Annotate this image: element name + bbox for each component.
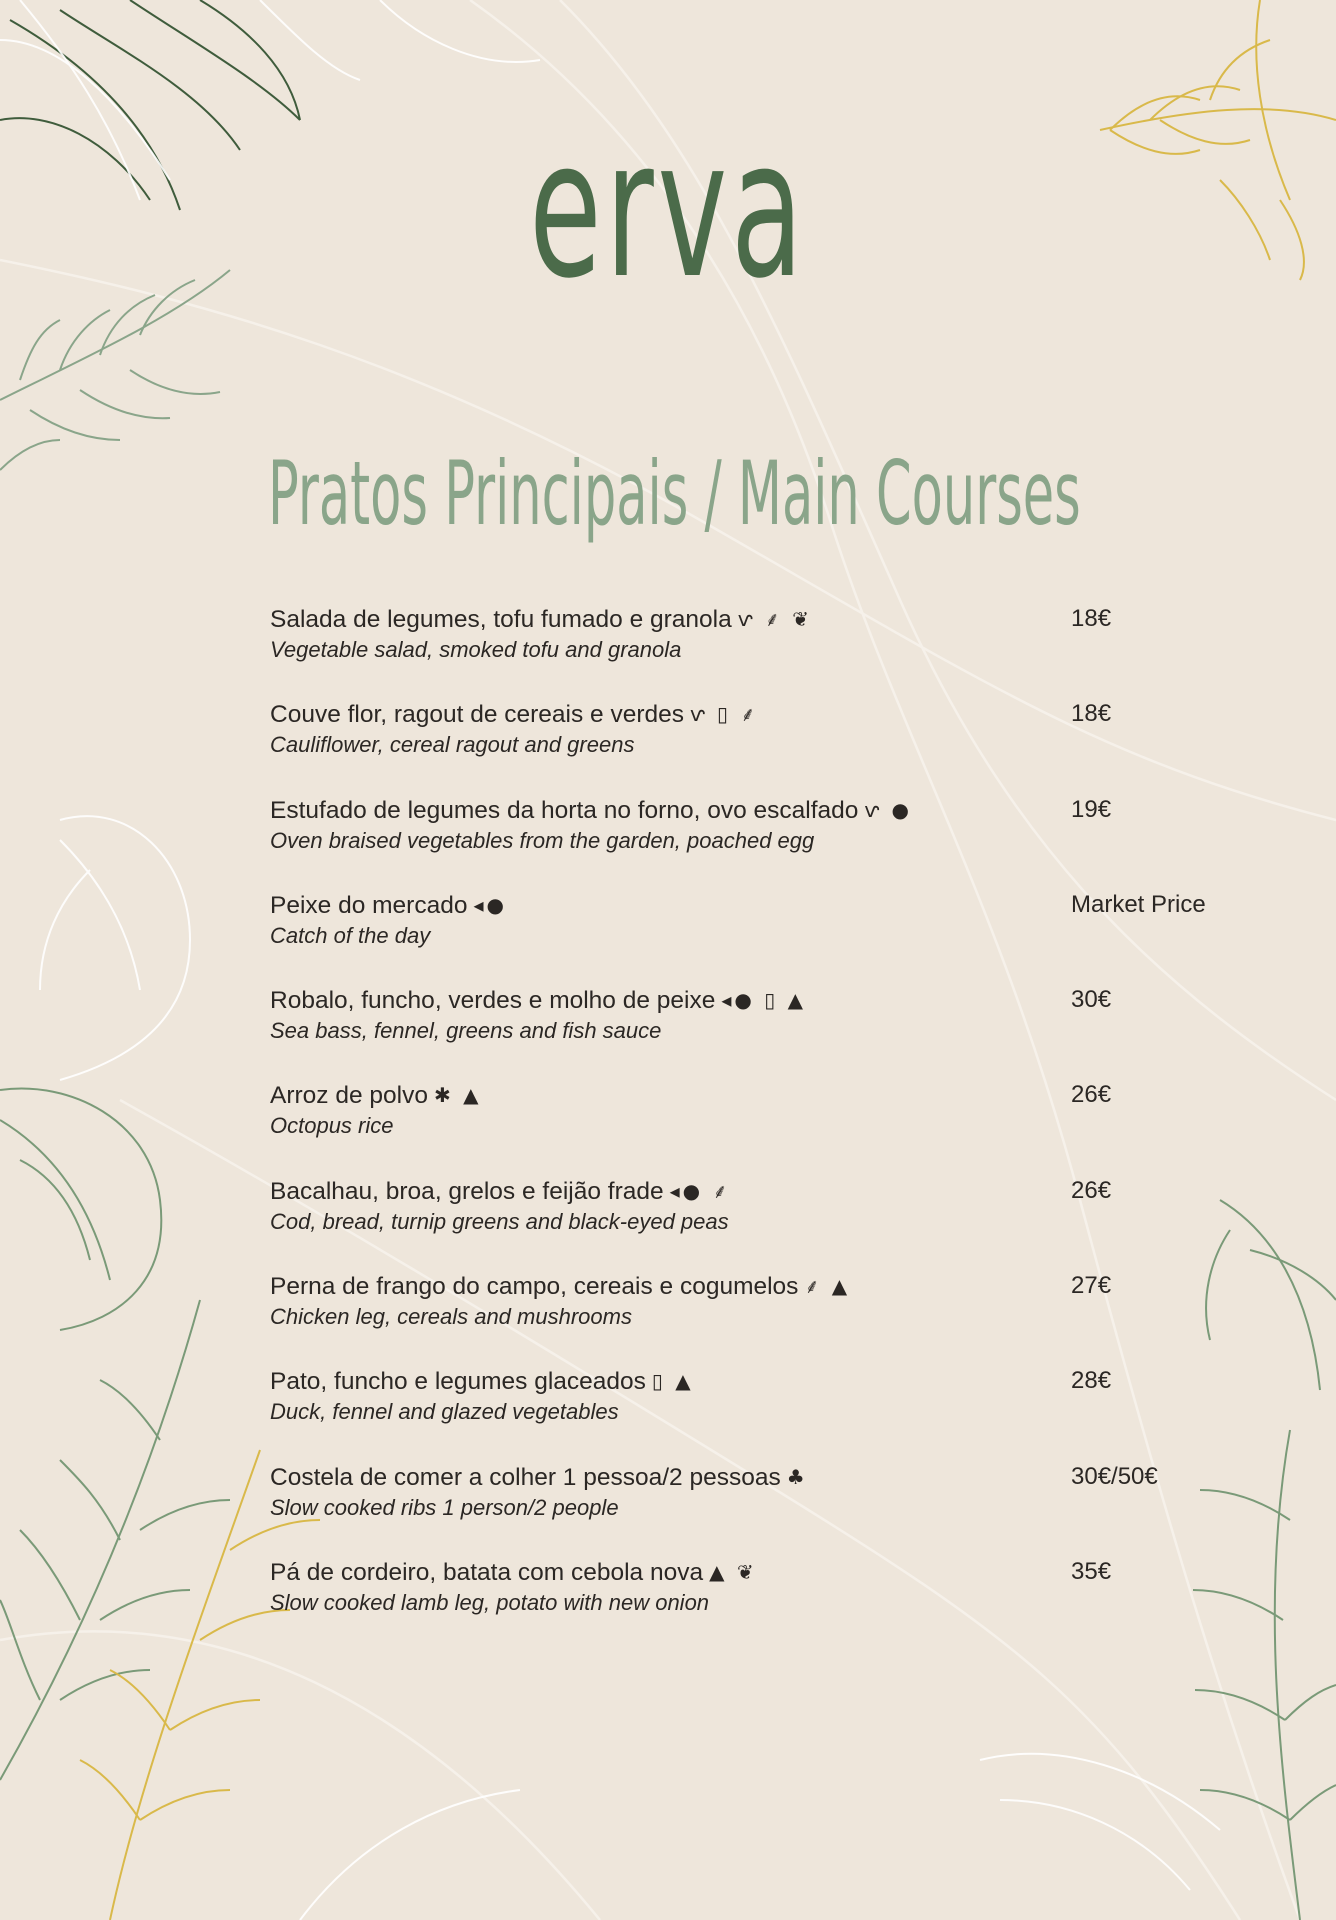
menu-item-name: Robalo, funcho, verdes e molho de peixe <box>270 987 716 1015</box>
fern-left-icon <box>0 270 230 470</box>
menu-item <box>270 984 1270 1079</box>
allergen-icons: ♣ <box>786 1464 808 1489</box>
menu-item-description: Chicken leg, cereals and mushrooms <box>270 1304 632 1330</box>
menu-item-price: 18€ <box>1071 700 1112 728</box>
menu-item-description: Oven braised vegetables from the garden, poached egg <box>270 827 815 853</box>
menu-item-name: Couve flor, ragout de cereais e verdes <box>270 701 685 729</box>
brand-logo: erva <box>529 99 807 320</box>
menu-item-price: 35€ <box>1071 1557 1112 1585</box>
menu-item-price: 30€/50€ <box>1071 1462 1158 1490</box>
menu-item-name: Pato, funcho e legumes glaceados <box>270 1368 646 1396</box>
menu-item <box>270 1461 1270 1556</box>
menu-item <box>270 1556 1270 1651</box>
allergen-icons: ▲ ❦ <box>709 1559 757 1584</box>
allergen-icons: ⸙ ▲ <box>804 1274 851 1299</box>
allergen-icons: ✱ ▲ <box>433 1083 482 1108</box>
allergen-icons: ⱱ ● <box>864 797 912 822</box>
allergen-icons: ◂● ▯ ▲ <box>721 988 806 1013</box>
section-title: Pratos Principais / Main Courses <box>268 442 1081 545</box>
menu-item-description: Cod, bread, turnip greens and black-eyed peas <box>270 1208 729 1234</box>
menu-item-name: Perna de frango do campo, cereais e cogumelos <box>270 1273 799 1301</box>
menu-item-description: Slow cooked ribs 1 person/2 people <box>270 1494 619 1520</box>
menu-item-price: 19€ <box>1071 795 1112 823</box>
menu-item <box>270 698 1270 793</box>
menu-item-description: Vegetable salad, smoked tofu and granola <box>270 637 682 662</box>
menu-list <box>270 603 1270 1651</box>
menu-item <box>270 603 1270 698</box>
menu-item-price: 30€ <box>1071 986 1112 1014</box>
monstera-left-green-icon <box>0 1088 161 1330</box>
menu-item-name: Peixe do mercado <box>270 891 468 919</box>
menu-item-description: Catch of the day <box>270 922 431 948</box>
menu-item-price: Market Price <box>1071 890 1206 918</box>
allergen-icons: ⱱ ▯ ⸙ <box>690 702 759 727</box>
menu-item-name: Costela de comer a colher 1 pessoa/2 pessoas <box>270 1463 781 1491</box>
leaf-top-right-icon <box>1100 0 1336 280</box>
menu-item <box>270 1270 1270 1365</box>
menu-item-name: Pá de cordeiro, batata com cebola nova <box>270 1558 704 1586</box>
menu-item-description: Duck, fennel and glazed vegetables <box>270 1399 619 1425</box>
menu-item-price: 26€ <box>1071 1081 1112 1109</box>
menu-item-name: Bacalhau, broa, grelos e feijão frade <box>270 1177 664 1205</box>
monstera-left-icon <box>40 816 190 1080</box>
menu-item-description: Octopus rice <box>270 1113 394 1139</box>
allergen-icons: ⱱ ⸙ ❦ <box>737 607 812 631</box>
menu-item <box>270 889 1270 984</box>
allergen-icons: ▯ ▲ <box>651 1369 694 1394</box>
menu-item-price: 27€ <box>1071 1272 1112 1300</box>
menu-item <box>270 1175 1270 1270</box>
palm-bottom-left-icon <box>0 1300 230 1780</box>
menu-item-description: Slow cooked lamb leg, potato with new onion <box>270 1589 710 1615</box>
menu-item <box>270 1365 1270 1460</box>
menu-item <box>270 1079 1270 1174</box>
allergen-icons: ◂● ⸙ <box>669 1178 731 1203</box>
menu-item-name: Arroz de polvo <box>270 1082 428 1110</box>
menu-item-description: Cauliflower, cereal ragout and greens <box>270 732 635 758</box>
menu-item-price: 28€ <box>1071 1367 1112 1395</box>
menu-item-description: Sea bass, fennel, greens and fish sauce <box>270 1018 662 1044</box>
allergen-icons: ◂● <box>473 892 507 917</box>
menu-item-price: 18€ <box>1071 605 1112 632</box>
menu-item-price: 26€ <box>1071 1176 1112 1204</box>
menu-item-name: Salada de legumes, tofu fumado e granola <box>270 606 732 633</box>
menu-item-name: Estufado de legumes da horta no forno, ovo escalfado <box>270 796 859 824</box>
menu-item <box>270 794 1270 889</box>
